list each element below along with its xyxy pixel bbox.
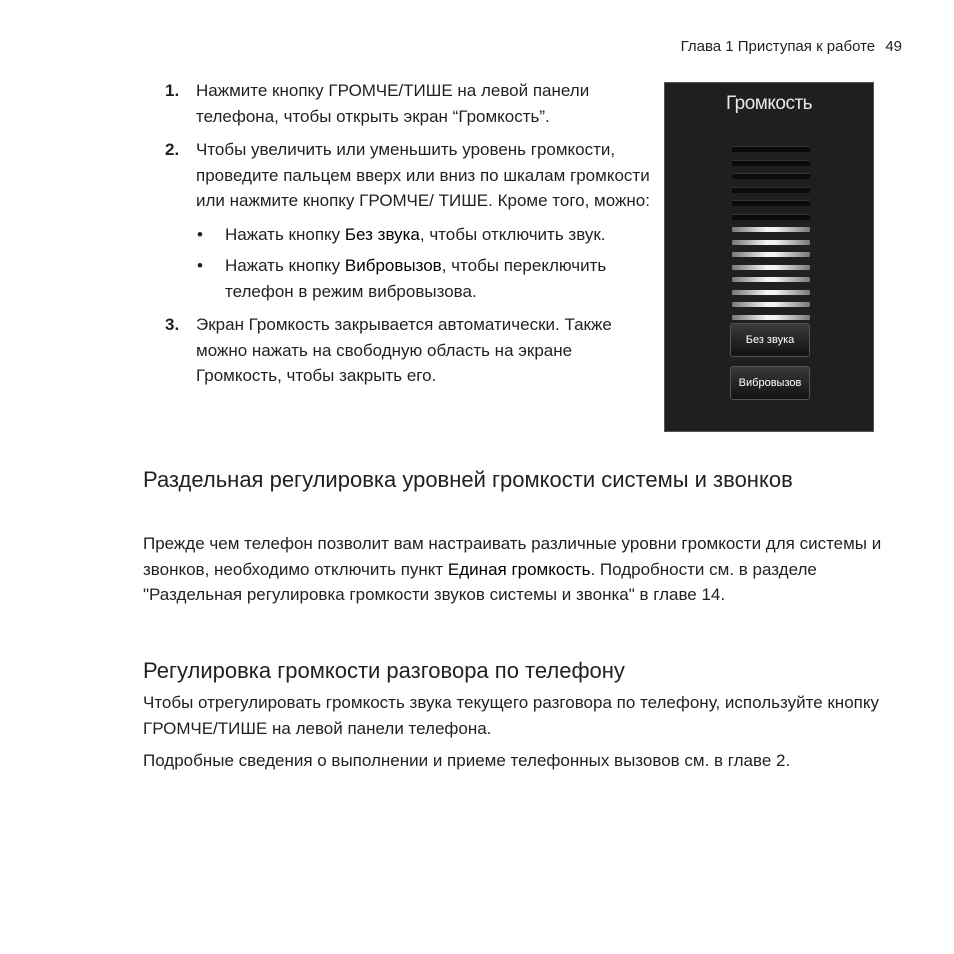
step-item bbox=[165, 312, 660, 389]
bullet-item bbox=[196, 222, 660, 248]
section-paragraph: Подробные сведения о выполнении и приеме телефонных вызовов см. в главе 2. bbox=[143, 751, 791, 770]
page-header bbox=[560, 38, 902, 55]
volume-bar-active bbox=[732, 227, 810, 232]
volume-bar-inactive bbox=[732, 214, 810, 220]
volume-bar-active bbox=[732, 315, 810, 320]
step-text: Экран Громкость закрывается автоматически. Также можно нажать на свободную область на экране Громкость, чтобы закрыть его. bbox=[196, 315, 612, 385]
bullet-dot: • bbox=[197, 256, 203, 275]
ui-term-unified-volume: Единая громкость bbox=[447, 559, 591, 579]
step-item bbox=[165, 78, 660, 129]
section-heading: Раздельная регулировка уровней громкости системы и звонков bbox=[143, 467, 793, 492]
section-paragraph: Чтобы отрегулировать громкость звука текущего разговора по телефону, используйте кнопку ГРОМЧЕ/ТИШЕ на левой панели телефона. bbox=[143, 693, 879, 738]
step-number: 3. bbox=[165, 315, 180, 334]
volume-bar-active bbox=[732, 240, 810, 245]
volume-bar-inactive bbox=[732, 187, 810, 193]
section-heading: Регулировка громкости разговора по телефону bbox=[143, 658, 625, 683]
volume-scale[interactable] bbox=[732, 146, 810, 340]
volume-bar-active bbox=[732, 252, 810, 257]
volume-screen-title: Громкость bbox=[725, 93, 813, 114]
step-text: Нажмите кнопку ГРОМЧЕ/ТИШЕ на левой панели телефона, чтобы открыть экран “Громкость”. bbox=[196, 81, 590, 126]
bullet-text-after: , чтобы отключить звук. bbox=[419, 224, 606, 244]
volume-bar-active bbox=[732, 290, 810, 295]
section-paragraph bbox=[143, 531, 883, 608]
volume-bar-inactive bbox=[732, 160, 810, 166]
mute-button[interactable]: Без звука bbox=[730, 323, 810, 357]
volume-bar-inactive bbox=[732, 200, 810, 206]
volume-bar-inactive bbox=[732, 146, 810, 152]
volume-bar-active bbox=[732, 277, 810, 282]
paragraph-text-before: Прежде чем телефон позволит вам настраивать различные уровни громкости для системы и звонков, необходимо отключить пункт bbox=[143, 534, 882, 579]
bullet-list bbox=[196, 222, 660, 305]
chapter-title: Глава 1 Приступая к работе bbox=[680, 38, 876, 55]
paragraph-text-after: . Подробности см. в разделе "Раздельная регулировка громкости звуков системы и звонка" в главе 14. bbox=[143, 559, 817, 604]
bullet-text-before: Нажать кнопку bbox=[225, 224, 345, 244]
bullet-text-before: Нажать кнопку bbox=[225, 256, 345, 275]
ui-term-vibrate: Вибровызов bbox=[344, 256, 442, 275]
bullet-text-after: , чтобы переключить телефон в режим вибровызова. bbox=[225, 256, 607, 301]
vibrate-button[interactable]: Вибровызов bbox=[730, 366, 810, 400]
volume-screen-screenshot bbox=[664, 82, 874, 432]
ui-term-mute: Без звука bbox=[344, 224, 420, 244]
volume-bar-inactive bbox=[732, 173, 810, 179]
step-item bbox=[165, 137, 660, 304]
step-number: 1. bbox=[165, 81, 180, 100]
step-text: Чтобы увеличить или уменьшить уровень громкости, проведите пальцем вверх или вниз по шкалам громкости или нажмите кнопку ГРОМЧЕ/ ТИШЕ. Кроме того, можно: bbox=[196, 140, 650, 210]
page-number: 49 bbox=[885, 38, 902, 55]
volume-bar-active bbox=[732, 265, 810, 270]
steps-list bbox=[165, 78, 660, 397]
bullet-item bbox=[196, 253, 660, 304]
step-number: 2. bbox=[165, 140, 180, 159]
volume-bar-active bbox=[732, 302, 810, 307]
bullet-dot: • bbox=[197, 224, 203, 244]
